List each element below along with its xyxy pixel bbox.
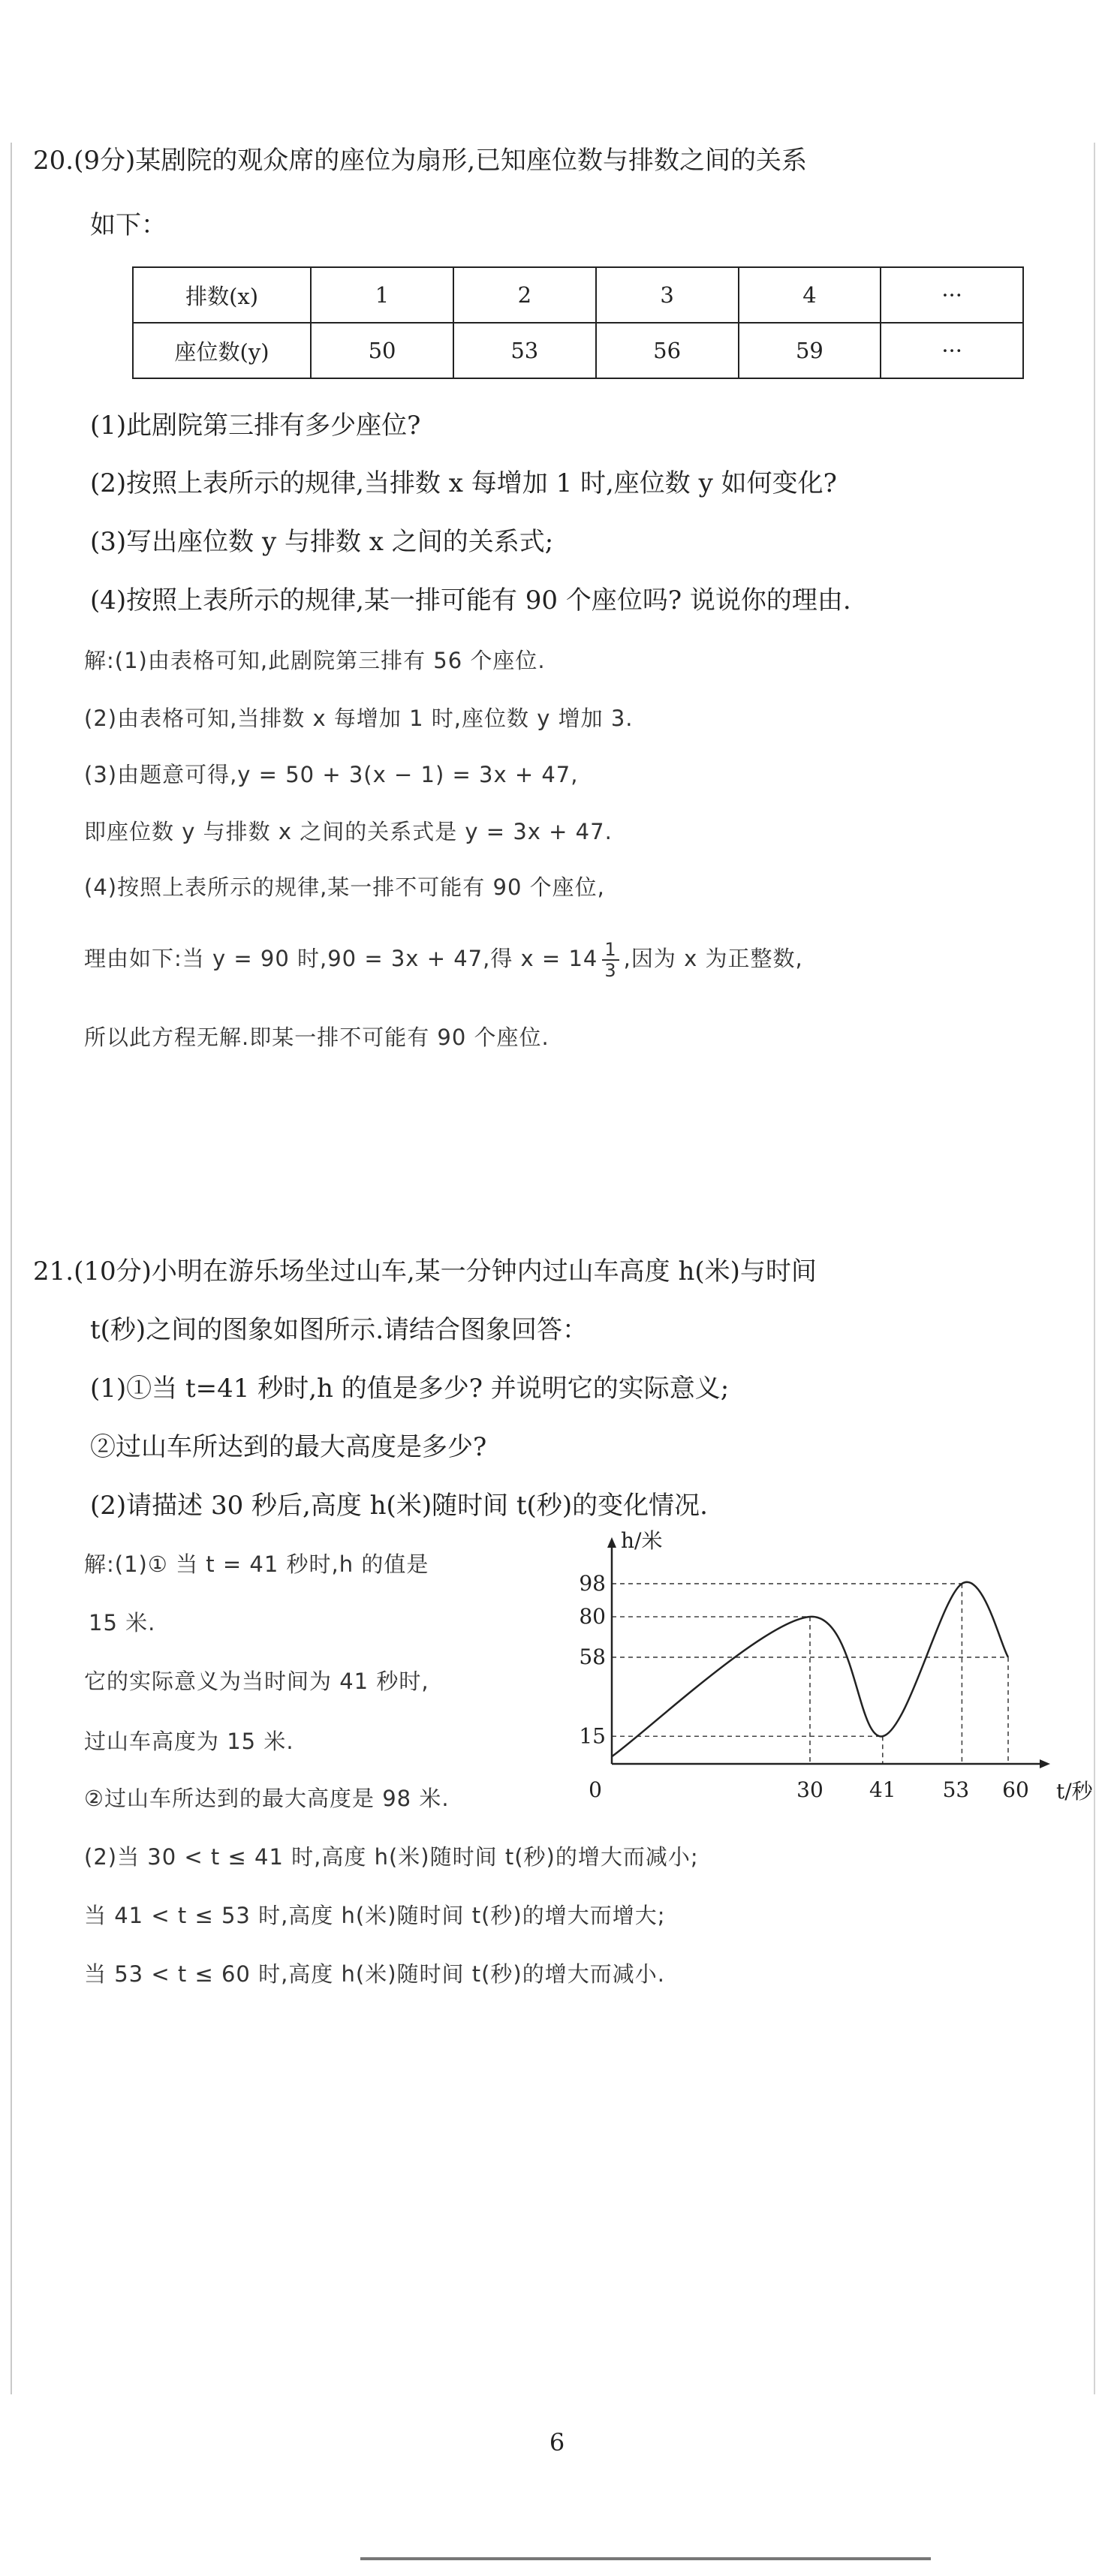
bottom-rule: [360, 2557, 931, 2560]
y-axis-label: h/米: [621, 1528, 663, 1553]
x-tick-label: 41: [869, 1777, 896, 1802]
x-axis-label: t/秒: [1056, 1779, 1093, 1804]
table-cell: ···: [881, 323, 1023, 378]
table-cell: 59: [739, 323, 881, 378]
origin-label: 0: [589, 1777, 602, 1802]
right-margin-line: [1094, 143, 1095, 2394]
q21-title-cont: t(秒)之间的图象如图所示.请结合图象回答：: [90, 1315, 588, 1345]
table-cell: ···: [881, 267, 1023, 323]
q20-question-2: (2)按照上表所示的规律,当排数 x 每增加 1 时,座位数 y 如何变化?: [90, 468, 837, 498]
table-cell: 53: [453, 323, 596, 378]
q20-reason-pre: 理由如下:当 y = 90 时,90 = 3x + 47,得 x = 14: [84, 946, 598, 971]
q20-table: [132, 266, 1024, 379]
fraction-denominator: 3: [604, 960, 617, 981]
left-margin-line: [11, 143, 12, 2394]
table-cell: 4: [739, 267, 881, 323]
q21-solution-2: 15 米.: [89, 1610, 156, 1636]
x-tick-label: 53: [942, 1777, 970, 1802]
q20-title-cont: 如下：: [90, 210, 167, 240]
table-row: [133, 323, 1023, 378]
q21-question-1: (1)①当 t=41 秒时,h 的值是多少? 并说明它的实际意义;: [90, 1374, 730, 1404]
q20-solution-4: 即座位数 y 与排数 x 之间的关系式是 y = 3x + 47.: [84, 819, 613, 844]
q20-question-4: (4)按照上表所示的规律,某一排可能有 90 个座位吗? 说说你的理由.: [90, 585, 851, 615]
q20-conclusion: 所以此方程无解.即某一排不可能有 90 个座位.: [84, 1025, 549, 1050]
table-cell: 56: [596, 323, 739, 378]
table-row: [133, 267, 1023, 323]
y-tick-label: 80: [579, 1604, 606, 1629]
q20-solution-2: (2)由表格可知,当排数 x 每增加 1 时,座位数 y 增加 3.: [84, 706, 634, 731]
q20-reason-post: ,因为 x 为正整数,: [623, 946, 803, 971]
y-axis-arrow: [607, 1537, 616, 1548]
q20-title: 20.(9分)某剧院的观众席的座位为扇形,已知座位数与排数之间的关系: [33, 146, 808, 176]
q21-part2-2: 当 41 < t ≤ 53 时,高度 h(米)随时间 t(秒)的增大而增大;: [84, 1903, 666, 1928]
page-number: 6: [549, 2428, 565, 2457]
x-tick-label: 30: [796, 1777, 823, 1802]
roller-coaster-graph: [579, 1528, 1093, 1816]
table-cell: 排数(x): [133, 267, 311, 323]
guide-lines: [612, 1584, 1008, 1764]
table-cell: 座位数(y): [133, 323, 311, 378]
q20-solution-3: (3)由题意可得,y = 50 + 3(x − 1) = 3x + 47,: [84, 762, 579, 787]
y-tick-label: 98: [579, 1570, 606, 1596]
q21-title: 21.(10分)小明在游乐场坐过山车,某一分钟内过山车高度 h(米)与时间: [33, 1256, 817, 1286]
table-cell: 2: [453, 267, 596, 323]
q21-question-3: (2)请描述 30 秒后,高度 h(米)随时间 t(秒)的变化情况.: [90, 1491, 708, 1521]
q20-solution-1: 解:(1)由表格可知,此剧院第三排有 56 个座位.: [84, 648, 546, 673]
q20-solution-5: (4)按照上表所示的规律,某一排不可能有 90 个座位,: [84, 874, 605, 900]
table-cell: 50: [311, 323, 453, 378]
q21-part2-1: (2)当 30 < t ≤ 41 时,高度 h(米)随时间 t(秒)的增大而减小;: [84, 1844, 699, 1870]
q21-solution-4: 过山车高度为 15 米.: [84, 1729, 294, 1754]
y-tick-label: 58: [579, 1644, 606, 1669]
table-cell: 3: [596, 267, 739, 323]
q21-solution-3: 它的实际意义为当时间为 41 秒时,: [84, 1669, 429, 1694]
table-cell: 1: [311, 267, 453, 323]
x-tick-label: 60: [1002, 1777, 1029, 1802]
y-tick-label: 15: [579, 1723, 606, 1749]
axis-labels: [579, 1528, 1093, 1804]
fraction-one-third: [602, 940, 619, 980]
q21-solution-5: ②过山车所达到的最大高度是 98 米.: [84, 1786, 450, 1811]
q20-reason: [84, 940, 803, 980]
q21-part2-3: 当 53 < t ≤ 60 时,高度 h(米)随时间 t(秒)的增大而减小.: [84, 1961, 665, 1987]
q20-question-3: (3)写出座位数 y 与排数 x 之间的关系式;: [90, 527, 554, 557]
q21-solution-1: 解:(1)① 当 t = 41 秒时,h 的值是: [84, 1551, 429, 1577]
q20-question-1: (1)此剧院第三排有多少座位?: [90, 411, 421, 441]
q21-question-2: ②过山车所达到的最大高度是多少?: [90, 1432, 487, 1462]
x-axis-arrow: [1040, 1759, 1050, 1768]
fraction-numerator: 1: [602, 940, 619, 961]
